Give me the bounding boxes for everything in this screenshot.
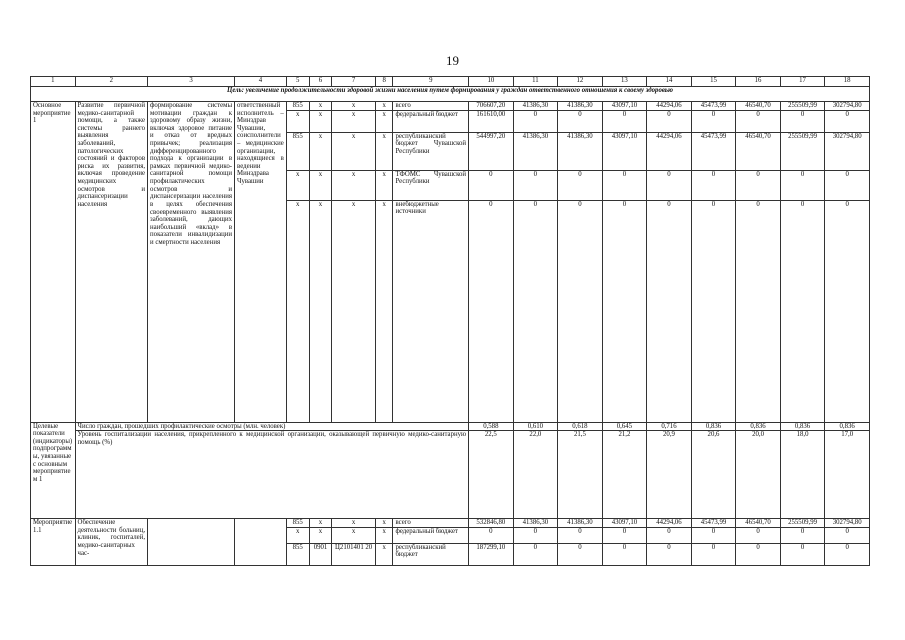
expense-type-code: x xyxy=(375,110,393,132)
target-value: 0,645 xyxy=(602,422,647,431)
grbs-code: 855 xyxy=(286,132,309,170)
funding-value: 161610,00 xyxy=(469,110,514,132)
funding-value: 302794,80 xyxy=(825,102,870,111)
column-number: 10 xyxy=(469,77,514,87)
funding-value: 0 xyxy=(558,543,603,565)
funding-value: 706607,20 xyxy=(469,102,514,111)
funding-value: 46540,70 xyxy=(736,102,781,111)
target-article-code: x xyxy=(332,200,376,422)
program-table xyxy=(30,76,870,566)
funding-value: 302794,80 xyxy=(825,519,870,528)
target-article-code: x xyxy=(332,110,376,132)
target-value: 0,836 xyxy=(825,422,870,431)
column-number: 12 xyxy=(558,77,603,87)
grbs-code: x xyxy=(286,527,309,543)
column-number: 7 xyxy=(332,77,376,87)
target-value: 0,618 xyxy=(558,422,603,431)
funding-value: 0 xyxy=(513,543,558,565)
funding-source: ТФОМС Чувашской Республики xyxy=(393,170,469,200)
funding-value: 46540,70 xyxy=(736,132,781,170)
expense-type-code: x xyxy=(375,543,393,565)
page-number: 19 xyxy=(446,53,459,68)
funding-value: 0 xyxy=(558,110,603,132)
column-number: 17 xyxy=(780,77,825,87)
table-row xyxy=(31,422,870,431)
column-number: 16 xyxy=(736,77,781,87)
funding-value: 0 xyxy=(691,543,736,565)
section-code: x xyxy=(309,200,332,422)
funding-value: 302794,80 xyxy=(825,132,870,170)
column-number: 11 xyxy=(513,77,558,87)
event-description xyxy=(148,519,235,566)
funding-value: 0 xyxy=(780,527,825,543)
funding-value: 45473,99 xyxy=(691,519,736,528)
funding-value: 0 xyxy=(513,200,558,422)
target-value: 20,6 xyxy=(691,431,736,519)
funding-value: 0 xyxy=(558,527,603,543)
column-number: 5 xyxy=(286,77,309,87)
event-executor: ответственный исполнитель – Минздрав Чувашии, соисполнители – медицинские организации, находящиеся в ведении Минздрава Чувашии xyxy=(235,102,287,423)
funding-value: 0 xyxy=(513,110,558,132)
column-number: 15 xyxy=(691,77,736,87)
target-value: 0,716 xyxy=(647,422,692,431)
funding-value: 45473,99 xyxy=(691,132,736,170)
funding-value: 0 xyxy=(825,170,870,200)
funding-value: 0 xyxy=(602,110,647,132)
target-value: 20,9 xyxy=(647,431,692,519)
funding-value: 0 xyxy=(736,110,781,132)
column-number: 13 xyxy=(602,77,647,87)
funding-value: 0 xyxy=(469,527,514,543)
funding-value: 43097,10 xyxy=(602,102,647,111)
funding-value: 0 xyxy=(691,200,736,422)
funding-value: 255509,99 xyxy=(780,102,825,111)
target-value: 0,588 xyxy=(469,422,514,431)
funding-value: 0 xyxy=(513,170,558,200)
header-row xyxy=(31,77,870,87)
target-value: 22,0 xyxy=(513,431,558,519)
target-article-code: x xyxy=(332,102,376,111)
event-title: Обеспечение деятельности больниц, клиник, госпиталей, медико-санитарных час- xyxy=(75,519,148,566)
goal-row xyxy=(31,87,870,102)
funding-value: 0 xyxy=(780,110,825,132)
funding-source: федеральный бюджет xyxy=(393,110,469,132)
funding-value: 0 xyxy=(558,200,603,422)
funding-value: 41386,30 xyxy=(558,132,603,170)
grbs-code: x xyxy=(286,200,309,422)
funding-value: 0 xyxy=(780,200,825,422)
funding-value: 544997,20 xyxy=(469,132,514,170)
column-number: 2 xyxy=(75,77,148,87)
expense-type-code: x xyxy=(375,170,393,200)
funding-value: 45473,99 xyxy=(691,102,736,111)
funding-source: всего xyxy=(393,102,469,111)
section-code: x xyxy=(309,170,332,200)
funding-value: 44294,06 xyxy=(647,519,692,528)
funding-value: 41386,30 xyxy=(513,132,558,170)
event-executor xyxy=(235,519,287,566)
expense-type-code: x xyxy=(375,527,393,543)
funding-value: 0 xyxy=(736,200,781,422)
target-article-code: x xyxy=(332,132,376,170)
funding-value: 41386,30 xyxy=(513,519,558,528)
expense-type-code: x xyxy=(375,200,393,422)
funding-value: 41386,30 xyxy=(558,102,603,111)
funding-value: 0 xyxy=(602,200,647,422)
target-article-code: Ц2101401 20 xyxy=(332,543,376,565)
funding-source: республиканский бюджет xyxy=(393,543,469,565)
target-value: 0,610 xyxy=(513,422,558,431)
targets-label: Целевые показатели (индикаторы) подпрограммы, увязанные с основным мероприятием 1 xyxy=(31,422,76,519)
column-number: 9 xyxy=(393,77,469,87)
expense-type-code: x xyxy=(375,132,393,170)
funding-value: 0 xyxy=(691,110,736,132)
funding-value: 0 xyxy=(825,200,870,422)
event-title: Развитие первичной медико-санитарной помощи, а также системы раннего выявления заболеваний, патологических состояний и факторов риска их развития, включая проведение медицинских осмотров и диспансеризации населения xyxy=(75,102,148,423)
target-article-code: x xyxy=(332,170,376,200)
funding-value: 0 xyxy=(647,170,692,200)
goal-text: Цель: увеличение продолжительности здоровой жизни населения путем формирования у граждан ответственного отношения к своему здоровью xyxy=(31,87,870,102)
table-row xyxy=(31,102,870,111)
funding-value: 0 xyxy=(736,543,781,565)
funding-value: 255509,99 xyxy=(780,132,825,170)
funding-value: 0 xyxy=(469,170,514,200)
target-value: 0,836 xyxy=(780,422,825,431)
target-value: 21,5 xyxy=(558,431,603,519)
funding-value: 0 xyxy=(647,527,692,543)
table-row xyxy=(31,519,870,528)
section-code: x xyxy=(309,102,332,111)
funding-value: 43097,10 xyxy=(602,132,647,170)
funding-value: 0 xyxy=(780,170,825,200)
funding-value: 0 xyxy=(602,170,647,200)
target-article-code: x xyxy=(332,519,376,528)
funding-value: 41386,30 xyxy=(513,102,558,111)
target-value: 22,5 xyxy=(469,431,514,519)
column-number: 14 xyxy=(647,77,692,87)
funding-value: 0 xyxy=(647,543,692,565)
funding-value: 0 xyxy=(513,527,558,543)
funding-source: республиканский бюджет Чувашской Республики xyxy=(393,132,469,170)
funding-value: 0 xyxy=(602,527,647,543)
section-code: x xyxy=(309,527,332,543)
funding-value: 532846,80 xyxy=(469,519,514,528)
target-value: 17,0 xyxy=(825,431,870,519)
funding-value: 0 xyxy=(825,527,870,543)
funding-value: 0 xyxy=(736,527,781,543)
funding-value: 0 xyxy=(691,170,736,200)
funding-value: 0 xyxy=(736,170,781,200)
funding-value: 43097,10 xyxy=(602,519,647,528)
event-name: Основное мероприятие 1 xyxy=(31,102,76,423)
funding-value: 46540,70 xyxy=(736,519,781,528)
grbs-code: x xyxy=(286,170,309,200)
target-value: 0,836 xyxy=(736,422,781,431)
funding-value: 187299,10 xyxy=(469,543,514,565)
funding-value: 44294,06 xyxy=(647,102,692,111)
section-code: x xyxy=(309,110,332,132)
target-article-code: x xyxy=(332,527,376,543)
funding-value: 0 xyxy=(558,170,603,200)
funding-value: 0 xyxy=(647,200,692,422)
funding-value: 0 xyxy=(691,527,736,543)
column-number: 3 xyxy=(148,77,235,87)
target-indicator-name: Уровень госпитализации населения, прикрепленного к медицинской организации, оказывающей первичную медико-санитарную помощь (%) xyxy=(75,431,469,519)
target-value: 0,836 xyxy=(691,422,736,431)
target-value: 21,2 xyxy=(602,431,647,519)
grbs-code: 855 xyxy=(286,102,309,111)
target-value: 18,0 xyxy=(780,431,825,519)
expense-type-code: x xyxy=(375,102,393,111)
column-number: 18 xyxy=(825,77,870,87)
table-row xyxy=(31,431,870,519)
grbs-code: 855 xyxy=(286,519,309,528)
funding-source: всего xyxy=(393,519,469,528)
section-code: 0901 xyxy=(309,543,332,565)
funding-value: 0 xyxy=(647,110,692,132)
target-value: 20,0 xyxy=(736,431,781,519)
event-description: формирование системы мотивации граждан к здоровому образу жизни, включая здоровое питание и отказ от вредных привычек; реализация дифференцированного подхода к организации в рамках первичной медико-санитарной помощи профилактических осмотров и диспансеризации населения в целях обеспечения своевременного выявления заболеваний, дающих наибольший «вклад» в показатели инвалидизации и смертности населения xyxy=(148,102,235,423)
column-number: 6 xyxy=(309,77,332,87)
funding-value: 0 xyxy=(469,200,514,422)
funding-value: 0 xyxy=(602,543,647,565)
event-name: Мероприятие 1.1 xyxy=(31,519,76,566)
funding-value: 0 xyxy=(825,543,870,565)
expense-type-code: x xyxy=(375,519,393,528)
funding-value: 0 xyxy=(825,110,870,132)
funding-value: 0 xyxy=(780,543,825,565)
section-code: x xyxy=(309,132,332,170)
funding-source: внебюджетные источники xyxy=(393,200,469,422)
column-number: 8 xyxy=(375,77,393,87)
column-number: 4 xyxy=(235,77,287,87)
funding-value: 255509,99 xyxy=(780,519,825,528)
grbs-code: x xyxy=(286,110,309,132)
section-code: x xyxy=(309,519,332,528)
grbs-code: 855 xyxy=(286,543,309,565)
funding-value: 41386,30 xyxy=(558,519,603,528)
funding-value: 44294,06 xyxy=(647,132,692,170)
column-number: 1 xyxy=(31,77,76,87)
target-indicator-name: Число граждан, прошедших профилактические осмотры (млн. человек) xyxy=(75,422,469,431)
funding-source: федеральный бюджет xyxy=(393,527,469,543)
